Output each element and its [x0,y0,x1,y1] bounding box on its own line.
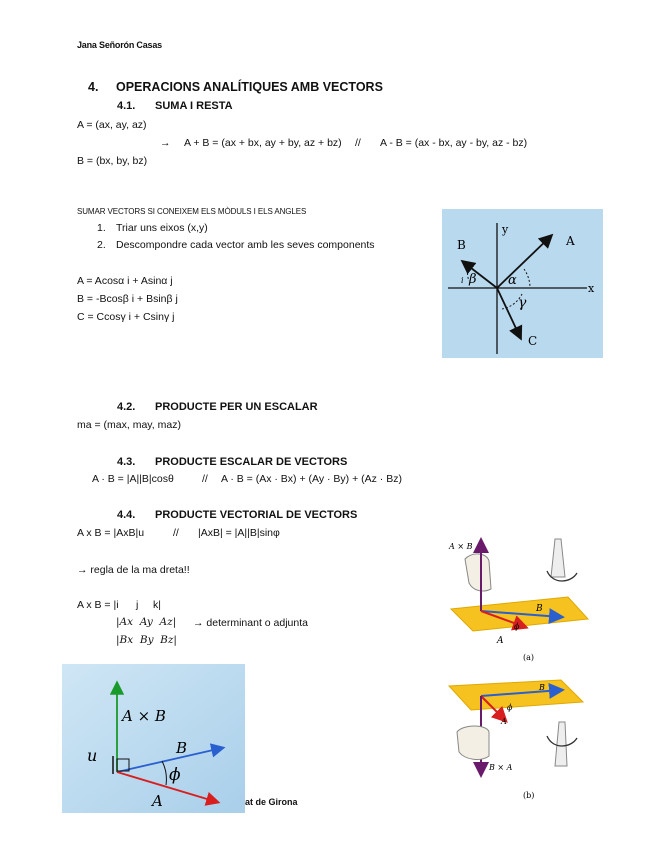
step-number: 1. [97,222,106,234]
phi-label: ϕ [169,765,181,785]
step-number: 2. [97,239,106,251]
subsection-4-3-title: PRODUCTE ESCALAR DE VECTORS [155,456,348,468]
angles-section-title: SUMAR VECTORS SI CONEIXEM ELS MÒDULS I ELS ANGLES [77,207,307,216]
cross-product-magnitude: |AxB| = |A||B|sinφ [198,527,280,539]
sum-formula: A + B = (ax + bx, ay + by, az + bz) [184,137,342,149]
determinant-row-3: |Bx By Bz| [116,634,177,646]
determinant-note: → determinant o adjunta [193,617,308,629]
equation-b: B = -Bcosβ i + Bsinβ j [77,293,178,305]
dot-product-formula-2: A · B = (Ax · Bx) + (Ay · By) + (Az · Bz) [221,473,402,485]
right-hand-rule-figure-b [443,676,595,806]
formula-separator: // [355,137,361,149]
cross-label: B × A [489,763,513,772]
subsection-4-2-title: PRODUCTE PER UN ESCALAR [155,401,318,413]
cross-label: A × B [449,542,473,551]
y-axis-label: y [502,223,509,236]
vector-axes-figure [442,209,603,358]
phi-label: ϕ [514,622,520,631]
subsection-4-3-number: 4.3. [117,456,136,468]
caption-b: (b) [523,791,535,800]
vector-a-label: A [501,717,507,726]
determinant-row-2: |Ax Ay Az| [116,616,177,628]
vector-a-definition: A = (ax, ay, az) [77,119,147,131]
vector-a-label: A [497,636,504,646]
vector-b-label: B [457,238,466,252]
step-text: Descompondre cada vector amb les seves components [116,239,375,251]
subsection-4-4-title: PRODUCTE VECTORIAL DE VECTORS [155,509,358,521]
caption-a: (a) [523,653,535,662]
subsection-4-2-number: 4.2. [117,401,136,413]
unit-vector-label: u [87,746,98,765]
section-title: OPERACIONS ANALÍTIQUES AMB VECTORS [116,80,383,94]
cross-product-definition: A x B = |AxB|u [77,527,145,539]
gamma-label: γ [518,295,527,311]
equation-a: A = Acosα i + Asinα j [77,275,173,287]
vector-a-label: A [152,792,163,810]
formula-separator: // [202,473,208,485]
unit-i-label: i [461,276,464,285]
cross-product-figure [62,664,245,813]
vector-c-label: C [528,334,538,348]
section-number: 4. [88,80,99,94]
cross-vector-label: A × B [122,707,166,725]
equation-c: C = Ccosγ i + Csinγ j [77,311,175,323]
phi-label: ϕ [507,703,513,712]
vector-b-definition: B = (bx, by, bz) [77,155,148,167]
arrow-symbol: → [160,137,171,149]
author-header: Jana Señorón Casas [77,40,162,50]
subsection-4-1-number: 4.1. [117,100,136,112]
vector-a-label: A [566,234,575,248]
determinant-row-1: A x B = |i j k| [77,599,161,611]
x-axis-label: x [588,282,595,295]
right-hand-rule-figure-a [443,531,595,663]
figure-background [62,664,245,813]
vector-b-label: B [539,683,545,692]
subsection-4-1-title: SUMA I RESTA [155,100,233,112]
difference-formula: A - B = (ax - bx, ay - by, az - bz) [380,137,528,149]
subsection-4-4-number: 4.4. [117,509,136,521]
footer-text: at de Girona [245,797,298,807]
alpha-label: α [508,273,517,288]
right-hand-rule-note: → regla de la ma dreta!! [77,564,190,576]
figure-background [442,209,603,358]
vector-b-label: B [176,739,188,757]
dot-product-formula-1: A · B = |A||B|cosθ [92,473,174,485]
vector-b-label: B [536,604,543,614]
beta-label: β [469,272,477,287]
scalar-formula: ma = (max, may, maz) [77,419,181,431]
step-text: Triar uns eixos (x,y) [116,222,208,234]
formula-separator: // [173,527,179,539]
